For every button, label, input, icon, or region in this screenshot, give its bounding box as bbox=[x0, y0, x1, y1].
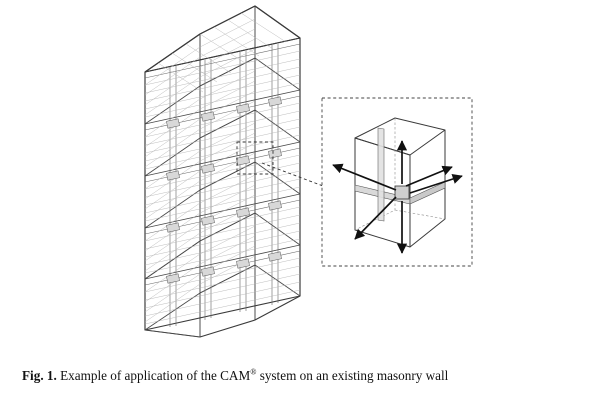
figure-caption bbox=[22, 368, 588, 385]
cam-system-detail-callout bbox=[322, 98, 472, 266]
figure-caption-label: Fig. 1. bbox=[22, 368, 57, 383]
figure-caption-text-before: Example of application of the CAM bbox=[60, 368, 251, 383]
registered-trademark-symbol: ® bbox=[250, 367, 257, 377]
figure-caption-text-after: system on an existing masonry wall bbox=[256, 368, 449, 383]
callout-leader-line bbox=[262, 163, 323, 186]
masonry-wall-axonometric bbox=[145, 6, 300, 337]
